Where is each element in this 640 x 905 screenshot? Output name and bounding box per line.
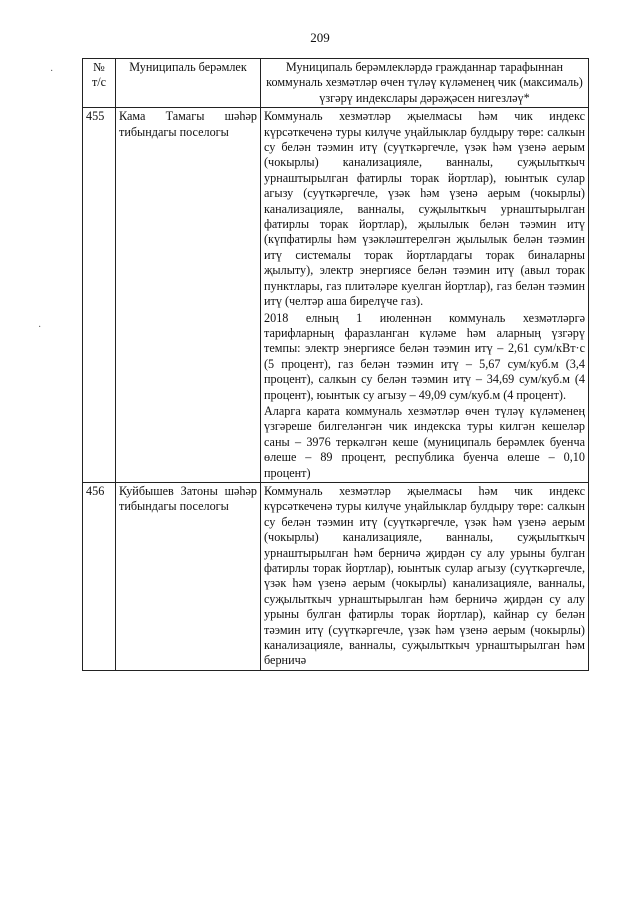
table-row — [83, 108, 589, 483]
row-number: 455 — [83, 108, 116, 483]
page-number: 209 — [310, 30, 330, 45]
paragraph: Коммуналь хезмәтләр җыелмасы һәм чик индекс күрсәткеченә туры килүче уңайлыклар булдыру төре: салкын су белән тәэмин итү (суүткәргечле, үзәк һәм үзенә аерым (чокырлы) канализацияле, ванналы, суҗылыткыч урнаштырылган һәм берничә җирдән су алу урыны булган фатирлы торак йортлар), юынтык сулар агызу (суүткәргечле, үзәк һәм үзенә аерым (чокырлы) канализацияле, ванналы, суҗылыткыч урнаштырылган һәм берничә җирдән су алу урыны булган фатирлы торак йортлар), кайнар су белән тәэмин итү (суүткәргечле, үзәк һәм үзенә аерым (чокырлы) канализацияле, ванналы, суҗылыткыч урнаштырылган һәм берничә — [264, 483, 585, 668]
row-municipality: Кама Тамагы шәһәр тибындагы поселогы — [116, 108, 261, 483]
header-justification: Муниципаль берәмлекләрдә гражданнар тарафыннан коммуналь хезмәтләр өчен түләү күләменең чик (максималь) үзгәрү индекслары дәрәҗәсен нигезләү* — [261, 59, 589, 108]
row-number: 456 — [83, 482, 116, 670]
header-municipality: Муниципаль берәмлек — [116, 59, 261, 108]
row-justification — [261, 108, 589, 483]
tariff-table — [82, 58, 589, 671]
margin-mark: · — [50, 66, 54, 77]
header-number: № т/с — [83, 59, 116, 108]
table-row — [83, 482, 589, 670]
margin-mark: · — [38, 322, 42, 333]
row-municipality: Куйбышев Затоны шәһәр тибындагы поселогы — [116, 482, 261, 670]
paragraph: 2018 елның 1 июленнән коммуналь хезмәтләргә тарифларның фаразланган күләме һәм аларның үзгәрү темпы: электр энергиясе белән тәэмин итү – 2,61 сум/кВт·с (5 процент), газ белән тәэмин итү – 5,67 сум/куб.м (3,4 процент), салкын су белән тәэмин итү – 34,69 сум/куб.м (4 процент), юынтык су агызу – 49,09 сум/куб.м (4 процент). — [264, 310, 585, 402]
table-header-row — [83, 59, 589, 108]
paragraph: Коммуналь хезмәтләр җыелмасы һәм чик индекс күрсәткеченә туры килүче уңайлыклар булдыру төре: салкын су белән тәэмин итү (суүткәргечле, үзәк һәм үзенә аерым (чокырлы) канализацияле, ванналы, суҗылыткыч урнаштырылган фатирлы торак йортлар), юынтык сулар агызу (суүткәргечле, үзәк һәм үзенә аерым (чокырлы) канализацияле, ванналы, суҗылыткыч урнаштырылган фатирлы торак йортлар), җылылык белән тәэмин итү (күпфатирлы һәм үзәкләштерелгән җылылык белән тәэмин итү системалы торак йортлардагы торак биналарны җылыту), электр энергиясе белән тәэмин итү (авыл торак пунктлары, газ плитәләре куелган йортлар), газ белән тәэмин итү (челтәр аша бирелүче газ). — [264, 109, 585, 309]
row-justification — [261, 482, 589, 670]
paragraph: Аларга карата коммуналь хезмәтләр өчен түләү күләменең үзгәреше билгеләнгән чик индекска туры килгән кешеләр саны – 3976 теркәлгән кеше (муниципаль берәмлек буенча өлеше – 89 процент, республика буенча өлеше – 0,10 процент) — [264, 403, 585, 480]
